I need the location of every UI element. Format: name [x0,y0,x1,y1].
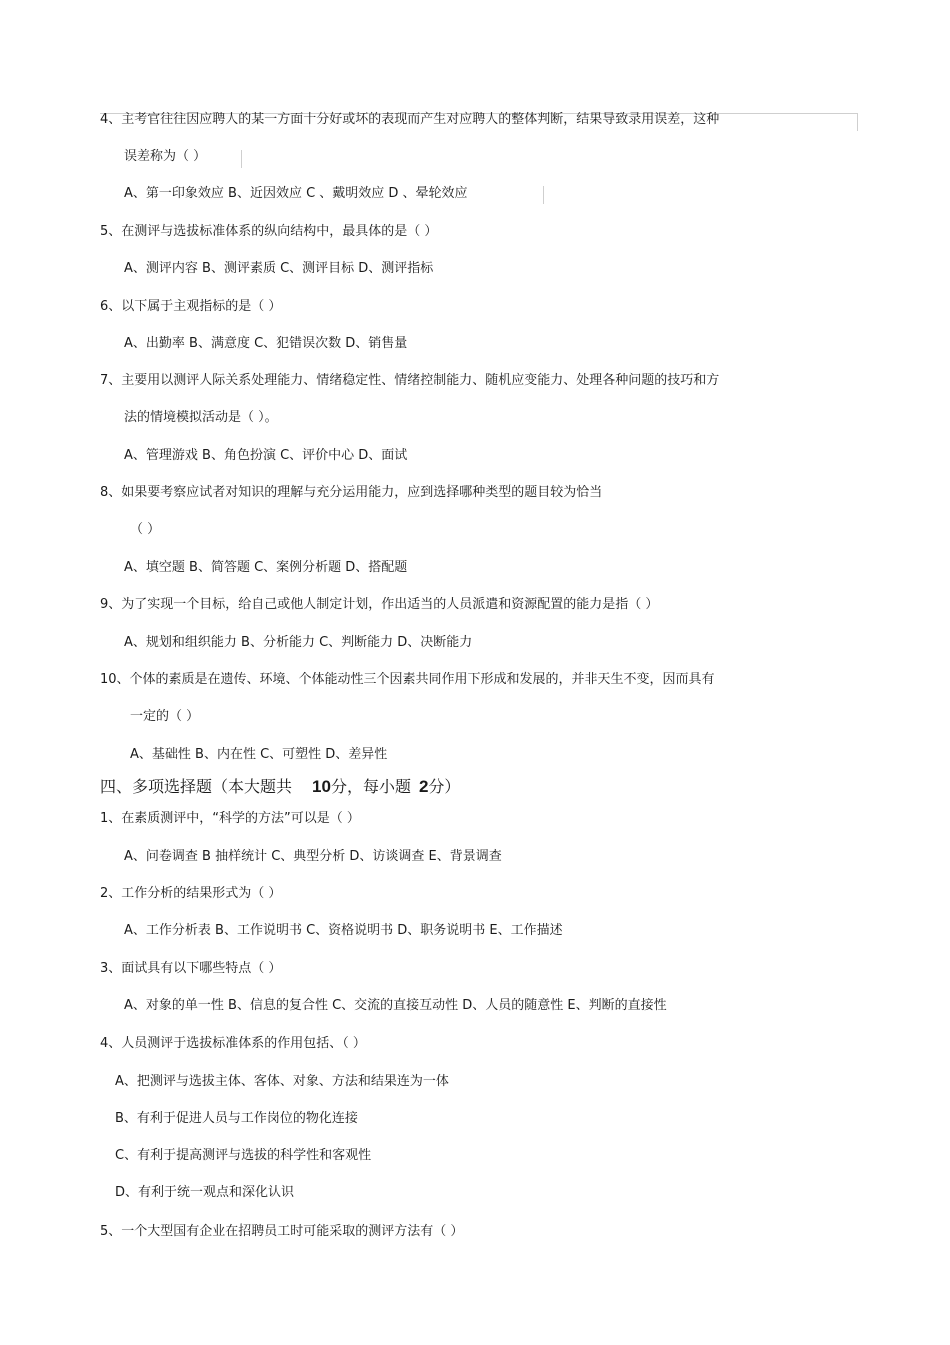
mc-question-2-options: A、工作分析表 B、工作说明书 C、资格说明书 D、职务说明书 E、工作描述 [124,923,563,938]
mc-question-4-option-c: C、有利于提高测评与选拔的科学性和客观性 [115,1148,372,1163]
question-10-options: A、基础性 B、内在性 C、可塑性 D、差异性 [130,747,388,762]
section-4-heading-pre: 四、多项选择题（本大题共 [100,777,293,796]
mc-question-4-option-b: B、有利于促进人员与工作岗位的物化连接 [115,1111,358,1126]
scan-line-mid [241,150,242,168]
question-4-line-1: 4、主考官往往因应聘人的某一方面十分好或坏的表现而产生对应聘人的整体判断，结果导致录用误差，这种 [100,112,720,127]
section-4-heading-post: 分） [428,777,461,796]
scan-line-right [857,113,858,131]
section-4-heading [100,776,460,798]
question-8-options: A、填空题 B、简答题 C、案例分析题 D、搭配题 [124,560,408,575]
question-7-line-1: 7、主要用以测评人际关系处理能力、情绪稳定性、情绪控制能力、随机应变能力、处理各种问题的技巧和方 [100,373,720,388]
question-7-options: A、管理游戏 B、角色扮演 C、评价中心 D、面试 [124,448,408,463]
question-4-options: A、第一印象效应 B、近因效应 C 、戴明效应 D 、晕轮效应 [124,186,468,201]
mc-question-1-stem: 1、在素质测评中，“科学的方法”可以是（ ） [100,811,360,826]
mc-question-1-options: A、问卷调查 B 抽样统计 C、典型分析 D、访谈调查 E、背景调查 [124,849,502,864]
scan-line-opts [543,186,544,204]
question-8-line-2: （ ） [130,522,161,537]
section-4-item-points: 2 [418,777,429,796]
mc-question-3-stem: 3、面试具有以下哪些特点（ ） [100,961,282,976]
section-4-heading-mid: 分，每小题 [330,777,411,796]
question-9-options: A、规划和组织能力 B、分析能力 C、判断能力 D、决断能力 [124,635,473,650]
question-8-line-1: 8、如果要考察应试者对知识的理解与充分运用能力，应到选择哪种类型的题目较为恰当 [100,485,603,500]
question-6-options: A、出勤率 B、满意度 C、犯错误次数 D、销售量 [124,336,408,351]
mc-question-4-stem: 4、人员测评于选拔标准体系的作用包括、（ ） [100,1036,366,1051]
mc-question-4-option-a: A、把测评与选拔主体、客体、对象、方法和结果连为一体 [115,1074,449,1089]
mc-question-2-stem: 2、工作分析的结果形式为（ ） [100,886,282,901]
section-4-total-points: 10 [312,777,331,796]
question-4-line-2: 误差称为（ ） [124,149,207,164]
mc-question-5-stem: 5、一个大型国有企业在招聘员工时可能采取的测评方法有（ ） [100,1224,464,1239]
question-7-line-2: 法的情境模拟活动是（ ）。 [124,410,278,425]
mc-question-3-options: A、对象的单一性 B、信息的复合性 C、交流的直接互动性 D、人员的随意性 E、判断的直接性 [124,998,667,1013]
question-5-options: A、测评内容 B、测评素质 C、测评目标 D、测评指标 [124,261,434,276]
question-6-stem: 6、以下属于主观指标的是（ ） [100,299,282,314]
question-5-stem: 5、在测评与选拔标准体系的纵向结构中，最具体的是（ ） [100,224,438,239]
question-10-line-1: 10、个体的素质是在遗传、环境、个体能动性三个因素共同作用下形成和发展的，并非天生不变，因而具有 [100,672,715,687]
mc-question-4-option-d: D、有利于统一观点和深化认识 [115,1185,295,1200]
question-9-stem: 9、为了实现一个目标，给自己或他人制定计划，作出适当的人员派遣和资源配置的能力是指（ ） [100,597,659,612]
question-10-line-2: 一定的（ ） [130,709,200,724]
